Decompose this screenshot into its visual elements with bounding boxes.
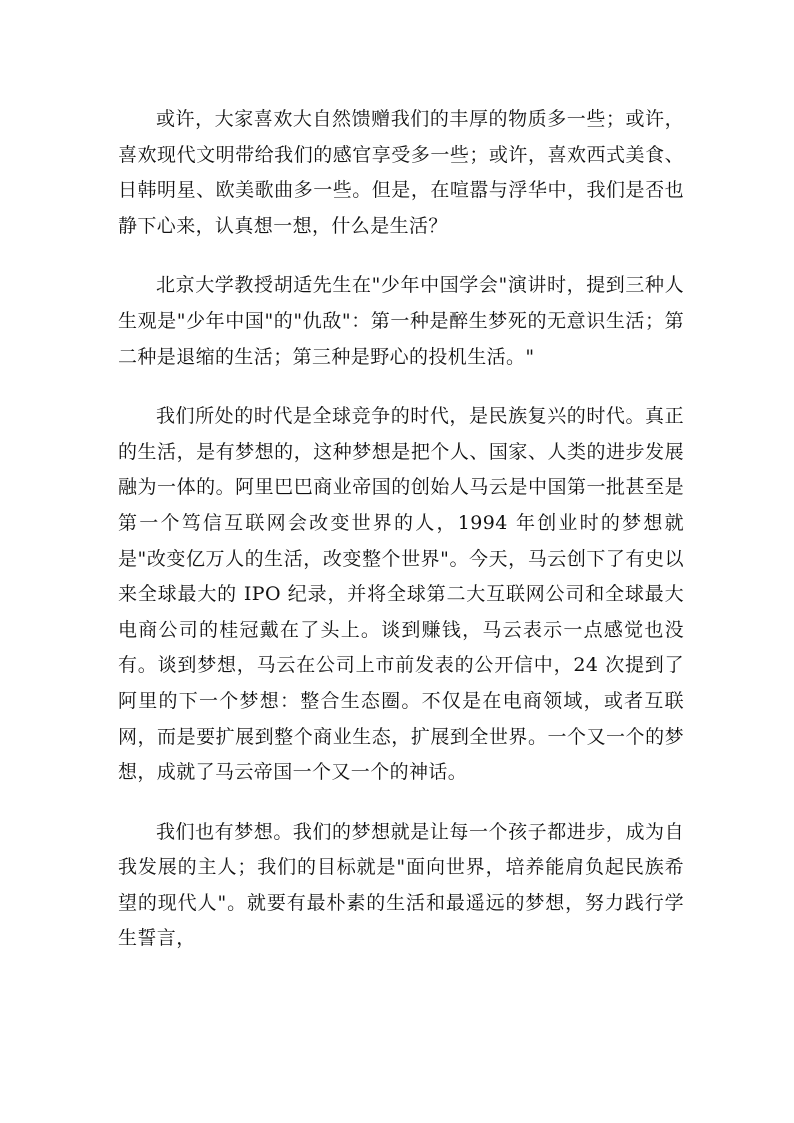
paragraph-1: 或许，大家喜欢大自然馈赠我们的丰厚的物质多一些；或许，喜欢现代文明带给我们的感官享受多一些；或许，喜欢西式美食、日韩明星、欧美歌曲多一些。但是，在喧嚣与浮华中，我们是否也静下心来，认真想一想，什么是生活？ xyxy=(118,108,684,237)
document-body xyxy=(118,102,684,981)
paragraph-3: 我们所处的时代是全球竞争的时代，是民族复兴的时代。真正的生活，是有梦想的，这种梦想是把个人、国家、人类的进步发展融为一体的。阿里巴巴商业帝国的创始人马云是中国第一批甚至是第一个笃信互联网会改变世界的人，1994 年创业时的梦想就是"改变亿万人的生活，改变整个世界"。今天，马云创下了有史以来全球最大的 IPO 纪录，并将全球第二大互联网公司和全球最大电商公司的桂冠戴在了头上。谈到赚钱，马云表示一点感觉也没有。谈到梦想，马云在公司上市前发表的公开信中，24 次提到了阿里的下一个梦想：整合生态圈。不仅是在电商领域，或者互联网，而是要扩展到整个商业生态，扩展到全世界。一个又一个的梦想，成就了马云帝国一个又一个的神话。 xyxy=(118,405,684,784)
paragraph-2: 北京大学教授胡适先生在"少年中国学会"演讲时，提到三种人生观是"少年中国"的"仇敌"：第一种是醉生梦死的无意识生活；第二种是退缩的生活；第三种是野心的投机生活。" xyxy=(118,274,684,368)
paragraph-4: 我们也有梦想。我们的梦想就是让每一个孩子都进步，成为自我发展的主人；我们的目标就是"面向世界，培养能肩负起民族希望的现代人"。就要有最朴素的生活和最遥远的梦想，努力践行学生誓言， xyxy=(118,820,684,950)
